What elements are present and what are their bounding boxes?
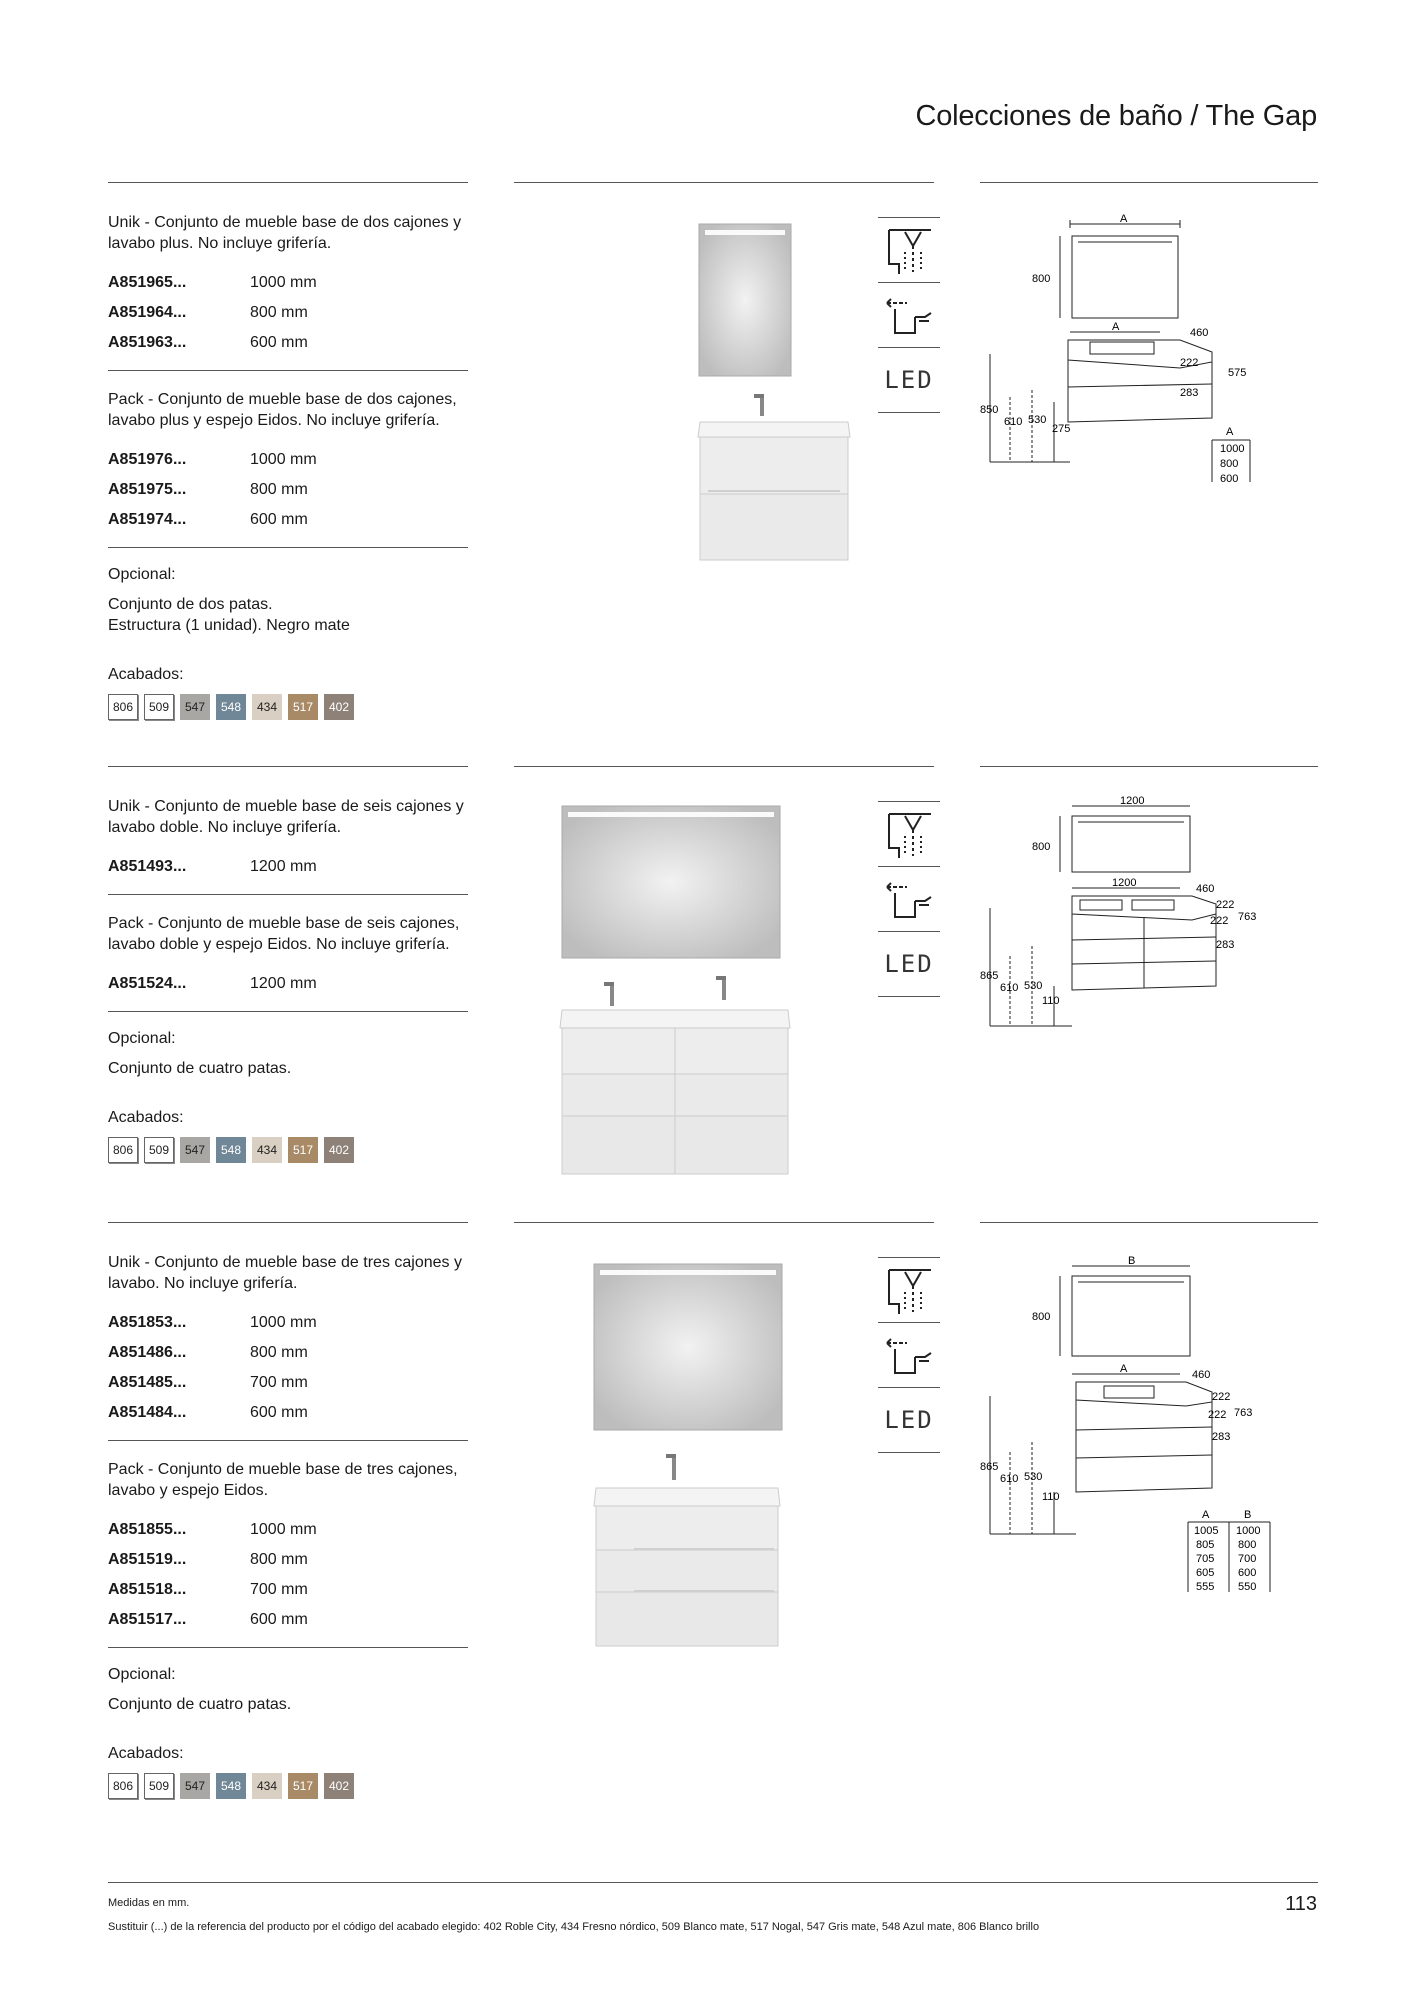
reference-code: A851493... (108, 858, 187, 875)
dim-table-cell: 700 (1238, 1553, 1257, 1565)
dim-table-cell: 555 (1196, 1581, 1215, 1593)
product-photo (588, 222, 888, 582)
product-photo (548, 804, 868, 1184)
reference-code: A851519... (108, 1551, 187, 1568)
finish-swatch[interactable]: 434 (252, 1773, 282, 1799)
led-label: LED (884, 1406, 934, 1434)
finish-swatch[interactable]: 434 (252, 694, 282, 720)
optional-text: Conjunto de dos patas. Estructura (1 unidad). Negro mate (108, 596, 350, 634)
dim-table-cell: 600 (1220, 473, 1239, 485)
dim-basin-width: 1200 (1112, 877, 1137, 889)
reference-code: A851853... (108, 1314, 187, 1331)
dim-basin-width: A (1112, 321, 1120, 333)
reference-size: 600 mm (250, 334, 308, 351)
finish-swatch[interactable]: 548 (216, 1773, 246, 1799)
finishes-label: Acabados: (108, 1745, 184, 1762)
reference-size: 1200 mm (250, 858, 317, 875)
dim-h3: 283 (1180, 387, 1199, 399)
led-icon (878, 1387, 940, 1453)
finish-swatch[interactable]: 402 (324, 1773, 354, 1799)
finish-swatch[interactable]: 517 (288, 1773, 318, 1799)
push-open-icon (878, 282, 940, 347)
dim-mirror-width: A (1120, 213, 1128, 225)
feature-icons (878, 1257, 940, 1453)
reference-row (108, 1338, 468, 1368)
reference-row (108, 445, 468, 475)
dim-table-cell: 805 (1196, 1539, 1215, 1551)
dim-mirror-height: 800 (1032, 273, 1051, 285)
finish-swatch[interactable]: 547 (180, 1773, 210, 1799)
dim-h3: 283 (1212, 1431, 1231, 1443)
reference-code: A851524... (108, 975, 187, 992)
footer-substitute-note: Sustituir (...) de la referencia del producto por el código del acabado elegido: 402 Roble City, 434 Fresno nórdico, 509 Blanco mate, 517 Nogal, 547 Gris mate, 548 Azul mate, 806 Blanco brillo (108, 1921, 1040, 1933)
reference-row (108, 1308, 468, 1338)
push-open-icon (878, 1322, 940, 1387)
pack-description: Pack - Conjunto de mueble base de tres cajones, lavabo y espejo Eidos. (108, 1461, 458, 1499)
reference-row (108, 475, 468, 505)
dim-table-cell: 705 (1196, 1553, 1215, 1565)
dim-d1: 610 (1004, 416, 1023, 428)
finish-swatch[interactable]: 509 (144, 1137, 174, 1163)
optional-label: Opcional: (108, 1030, 176, 1047)
dim-table-cell: 1000 (1236, 1525, 1261, 1537)
reference-size: 1000 mm (250, 1521, 317, 1538)
reference-size: 600 mm (250, 511, 308, 528)
dim-total-height: 850 (980, 404, 999, 416)
reference-size: 600 mm (250, 1404, 308, 1421)
dim-h1: 222 (1216, 899, 1235, 911)
reference-row (108, 1605, 468, 1635)
reference-size: 1000 mm (250, 451, 317, 468)
reference-code: A851964... (108, 304, 187, 321)
finish-swatch[interactable]: 547 (180, 694, 210, 720)
dim-table-cell: 1000 (1220, 443, 1245, 455)
finish-swatch[interactable]: 548 (216, 694, 246, 720)
finishes-label: Acabados: (108, 666, 184, 683)
optional-text: Conjunto de cuatro patas. (108, 1696, 292, 1713)
reference-code: A851484... (108, 1404, 187, 1421)
reference-code: A851975... (108, 481, 187, 498)
feature-icons (878, 801, 940, 997)
product-section-3 (108, 1222, 1318, 1822)
product-photo (588, 1262, 888, 1702)
product-text-column (108, 212, 468, 720)
feature-icons (878, 217, 940, 413)
page-title: Colecciones de baño / The Gap (915, 100, 1317, 132)
dim-table-cell: 605 (1196, 1567, 1215, 1579)
dim-table-head: A (1226, 426, 1234, 438)
dim-d2: 530 (1024, 980, 1043, 992)
dim-h1: 222 (1212, 1391, 1231, 1403)
pack-description: Pack - Conjunto de mueble base de seis cajones, lavabo doble y espejo Eidos. No incluye grifería. (108, 915, 460, 953)
reference-size: 800 mm (250, 1551, 308, 1568)
reference-row (108, 298, 468, 328)
unik-description: Unik - Conjunto de mueble base de tres cajones y lavabo. No incluye grifería. (108, 1254, 462, 1292)
finish-swatch[interactable]: 509 (144, 1773, 174, 1799)
dim-total-height: 865 (980, 1461, 999, 1473)
reference-code: A851965... (108, 274, 187, 291)
finish-swatch[interactable]: 517 (288, 1137, 318, 1163)
reference-size: 1000 mm (250, 274, 317, 291)
finish-swatch[interactable]: 402 (324, 694, 354, 720)
footer-note: Medidas en mm. (108, 1897, 190, 1909)
dim-table-cell: 800 (1220, 458, 1239, 470)
reference-row (108, 268, 468, 298)
product-text-column (108, 796, 468, 1163)
dim-d2: 530 (1028, 414, 1047, 426)
reference-code: A851963... (108, 334, 187, 351)
dim-h2: 763 (1238, 911, 1257, 923)
dim-table-head: A (1202, 1509, 1210, 1521)
page-number: 113 (1285, 1893, 1317, 1915)
product-text-column (108, 1252, 468, 1799)
led-icon (878, 931, 940, 997)
led-label: LED (884, 366, 934, 394)
finish-swatch[interactable]: 547 (180, 1137, 210, 1163)
finish-swatch[interactable]: 806 (108, 694, 138, 720)
unik-description: Unik - Conjunto de mueble base de dos cajones y lavabo plus. No incluye grifería. (108, 214, 462, 252)
dim-mirror-height: 800 (1032, 841, 1051, 853)
reference-size: 600 mm (250, 1611, 308, 1628)
finish-swatch[interactable]: 402 (324, 1137, 354, 1163)
finish-swatches (108, 1773, 468, 1799)
finish-swatch[interactable]: 509 (144, 694, 174, 720)
reference-row (108, 1398, 468, 1428)
reference-size: 800 mm (250, 304, 308, 321)
finish-swatches (108, 1137, 468, 1163)
dim-h3: 283 (1216, 939, 1235, 951)
reference-size: 1000 mm (250, 1314, 317, 1331)
finishes-label: Acabados: (108, 1109, 184, 1126)
reference-row (108, 852, 468, 882)
reference-row (108, 969, 468, 999)
dim-h4: 222 (1210, 915, 1229, 927)
dim-depth: 460 (1190, 327, 1209, 339)
reference-code: A851486... (108, 1344, 187, 1361)
technical-drawing (980, 212, 1318, 512)
dim-d2: 530 (1024, 1471, 1043, 1483)
dim-total-height: 865 (980, 970, 999, 982)
reference-code: A851855... (108, 1521, 187, 1538)
finish-swatch[interactable]: 517 (288, 694, 318, 720)
pack-reference-list (108, 969, 468, 999)
technical-drawing (980, 1252, 1318, 1612)
dim-d3: 275 (1052, 423, 1071, 435)
reference-size: 1200 mm (250, 975, 317, 992)
reference-code: A851974... (108, 511, 187, 528)
optional-label: Opcional: (108, 566, 176, 583)
dim-table-head: B (1244, 1509, 1252, 1521)
dim-d1: 610 (1000, 982, 1019, 994)
dim-table-cell: 800 (1238, 1539, 1257, 1551)
reference-size: 700 mm (250, 1374, 308, 1391)
dim-basin-width: A (1120, 1363, 1128, 1375)
unik-reference-list (108, 852, 468, 882)
reference-size: 700 mm (250, 1581, 308, 1598)
unik-reference-list (108, 1308, 468, 1428)
dim-depth: 460 (1196, 883, 1215, 895)
reference-size: 800 mm (250, 1344, 308, 1361)
dim-table-cell: 1005 (1194, 1525, 1219, 1537)
soft-close-drawer-icon (878, 1257, 940, 1322)
soft-close-drawer-icon (878, 801, 940, 866)
pack-description: Pack - Conjunto de mueble base de dos cajones, lavabo plus y espejo Eidos. No incluye grifería. (108, 391, 457, 429)
technical-drawing (980, 796, 1318, 1056)
finish-swatch[interactable]: 806 (108, 1137, 138, 1163)
dim-depth: 460 (1192, 1369, 1211, 1381)
dim-h1: 222 (1180, 357, 1199, 369)
reference-code: A851518... (108, 1581, 187, 1598)
reference-row (108, 1515, 468, 1545)
finish-swatch[interactable]: 434 (252, 1137, 282, 1163)
dim-table-cell: 600 (1238, 1567, 1257, 1579)
finish-swatches (108, 694, 468, 720)
reference-row (108, 1545, 468, 1575)
dim-h2: 763 (1234, 1407, 1253, 1419)
dim-mirror-width: 1200 (1120, 796, 1145, 807)
dim-mirror-width: B (1128, 1255, 1136, 1267)
reference-size: 800 mm (250, 481, 308, 498)
dim-d3: 110 (1042, 1491, 1060, 1503)
dim-h4: 222 (1208, 1409, 1227, 1421)
optional-text: Conjunto de cuatro patas. (108, 1060, 292, 1077)
pack-reference-list (108, 445, 468, 535)
unik-description: Unik - Conjunto de mueble base de seis cajones y lavabo doble. No incluye grifería. (108, 798, 464, 836)
led-label: LED (884, 950, 934, 978)
unik-reference-list (108, 268, 468, 358)
reference-code: A851976... (108, 451, 187, 468)
reference-row (108, 328, 468, 358)
product-section-2 (108, 766, 1318, 1186)
pack-reference-list (108, 1515, 468, 1635)
led-icon (878, 347, 940, 413)
finish-swatch[interactable]: 806 (108, 1773, 138, 1799)
reference-row (108, 1575, 468, 1605)
dim-d1: 610 (1000, 1473, 1019, 1485)
dim-mirror-height: 800 (1032, 1311, 1051, 1323)
dim-table-cell: 550 (1238, 1581, 1257, 1593)
reference-code: A851485... (108, 1374, 187, 1391)
dim-d3: 110 (1042, 995, 1060, 1007)
dim-h2: 575 (1228, 367, 1247, 379)
product-section-1 (108, 182, 1318, 742)
reference-code: A851517... (108, 1611, 187, 1628)
push-open-icon (878, 866, 940, 931)
soft-close-drawer-icon (878, 217, 940, 282)
finish-swatch[interactable]: 548 (216, 1137, 246, 1163)
reference-row (108, 505, 468, 535)
reference-row (108, 1368, 468, 1398)
optional-label: Opcional: (108, 1666, 176, 1683)
